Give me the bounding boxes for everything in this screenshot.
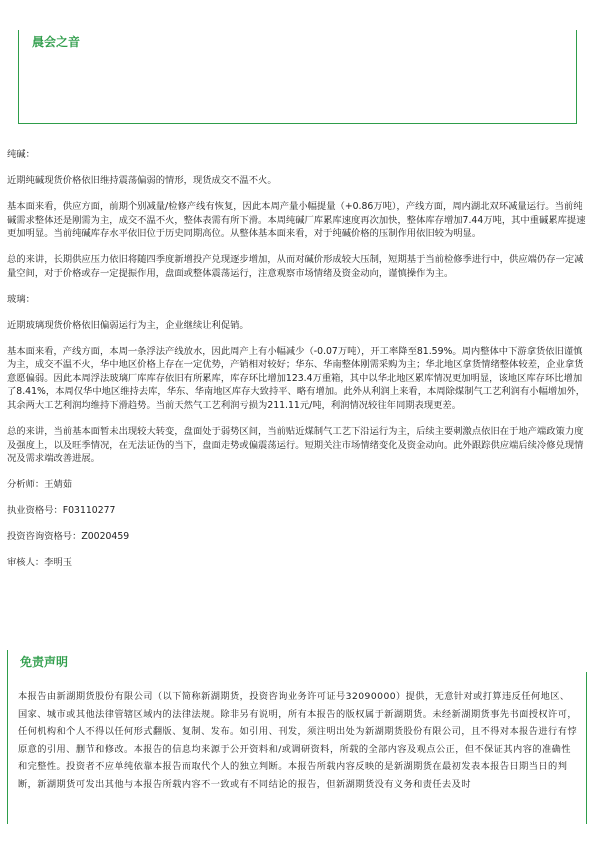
soda-ash-fundamental-paragraph: 基本面来看，供应方面，前期个别减量/检修产线有恢复，因此本周产量小幅提量（+0.86万吨），产线方面，周内湖北双环减量运行。当前纯碱需求整体还是刚需为主，成交不温不火，整体表需有所下滑。本周纯碱厂库累库速度再次加快，整体库存增加7.44万吨，其中重碱累库提速更加明显。当前纯碱库存水平依旧位于历史同期高位。从整体基本面来看，对于纯碱价格的压制作用依旧较为明显。 (7, 200, 586, 240)
license-number: 执业资格号：F03110277 (7, 505, 116, 517)
disclaimer-text: 本报告由新湖期货股份有限公司（以下简称新湖期货，投资咨询业务许可证号32090000）提供，无意针对或打算违反任何地区、国家、城市或其他法律管辖区域内的法律法规。除非另有说明，所有本报告的版权属于新湖期货。未经新湖期货事先书面授权许可，任何机构和个人不得以任何形式翻版、复制、发布。如引用、刊发，须注明出处为新湖期货股份有限公司，且不得对本报告进行有悖原意的引用、删节和修改。本报告的信息均来源于公开资料和/或调研资料，所载的全部内容及观点公正，但不保证其内容的准确性和完整性。投资者不应单纯依靠本报告而取代个人的独立判断。本报告所载内容反映的是新湖期货在最初发表本报告日期当日的判断，新湖期货可发出其他与本报告所载内容不一致或有不同结论的报告，但新湖期货没有义务和责任去及时 (18, 691, 577, 790)
disclaimer-accent-bar (7, 650, 8, 672)
disclaimer-title: 免责声明 (20, 655, 69, 669)
header-accent-bar (18, 30, 19, 54)
reviewer-name: 审核人：李明玉 (7, 557, 73, 569)
header-section-box (18, 30, 577, 124)
analyst-name: 分析师：王婧茹 (7, 479, 73, 491)
soda-ash-heading: 纯碱： (7, 149, 35, 160)
disclaimer-box (7, 672, 587, 824)
report-body (7, 148, 587, 582)
consult-license-number: 投资咨询资格号：Z0020459 (7, 531, 130, 543)
soda-ash-spot-paragraph: 近期纯碱现货价格依旧维持震荡偏弱的情形，现货成交不温不火。 (7, 174, 277, 186)
glass-summary-paragraph: 总的来讲，当前基本面暂未出现较大转变，盘面处于弱势区间，当前贴近煤制气工艺下沿运行为主，后续主要刺激点依旧在于地产端政策力度及强度上，以及旺季情况，在无法证伪的当下，盘面走势或偏震荡运行。短期关注市场情绪变化及资金动向。此外跟踪供应端后续冷修兑现情况及需求端改善进展。 (7, 426, 584, 465)
glass-spot-paragraph: 近期玻璃现货价格依旧偏弱运行为主，企业继续让利促销。 (7, 319, 249, 331)
section-header (18, 30, 81, 54)
glass-fundamental-paragraph: 基本面来看，产线方面，本周一条浮法产线放水，因此周产上有小幅减少（-0.07万吨），开工率降至81.59%。周内整体中下游拿货依旧谨慎为主，成交不温不火，华中地区价格上存在一定优势，产销相对较好；华东、华南整体刚需采购为主；华北地区拿货情绪整体较差，企业拿货意愿偏弱。因此本周浮法玻璃厂库库存依旧有所累库，库存环比增加123.4万重箱，其中以华北地区累库情况更加明显，该地区库存环比增加了8.41%，本周仅华中地区维持去库，华东、华南地区库存大致持平、略有增加。此外从利润上来看，本周除煤制气工艺利润有小幅增加外，其余两大工艺利润均维持下滑趋势。当前天然气工艺利润亏损为211.11元/吨，利润情况较往年同期表现更差。 (7, 345, 586, 412)
disclaimer-header (7, 650, 587, 672)
glass-heading: 玻璃： (7, 293, 35, 305)
page-title: 晨会之音 (32, 35, 81, 49)
soda-ash-summary-paragraph: 总的来讲，长期供应压力依旧将随四季度新增投产兑现逐步增加，从而对碱价形成较大压制，短期基于当前检修季进行中，供应端仍存一定减量空间，对于价格或存一定提振作用，盘面或整体震荡运行，注意观察市场情绪及资金动向，谨慎操作为主。 (7, 254, 584, 279)
